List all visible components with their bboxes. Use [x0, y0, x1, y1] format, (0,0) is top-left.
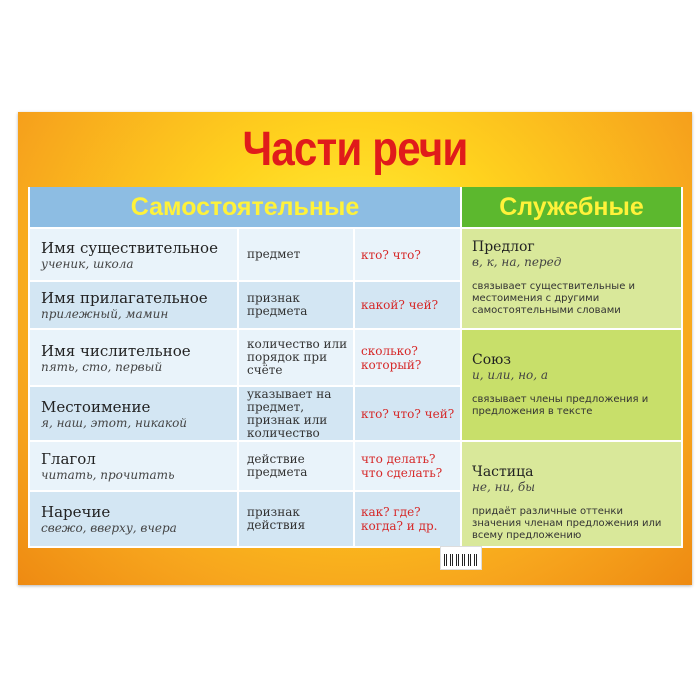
- parts-of-speech-table: [28, 187, 683, 548]
- table-row: [30, 282, 460, 328]
- meaning: указывает на предмет, признак или количество: [247, 386, 332, 440]
- barcode-bar: [464, 554, 465, 566]
- part-name-cell: [30, 282, 237, 328]
- barcode-bar: [444, 554, 445, 566]
- questions-cell: [355, 387, 460, 440]
- questions: как? где? когда? и др.: [361, 505, 438, 533]
- part-name: Местоимение: [41, 397, 151, 416]
- aux-examples: не, ни, бы: [472, 480, 535, 494]
- header-auxiliary: Служебные: [462, 187, 681, 227]
- barcode-bar: [452, 554, 453, 566]
- part-name: Имя числительное: [41, 341, 191, 360]
- part-name: Наречие: [41, 503, 111, 521]
- part-name: Имя прилагательное: [41, 289, 208, 307]
- aux-examples: и, или, но, а: [472, 368, 548, 382]
- meaning: количество или порядок при счёте: [247, 337, 348, 377]
- meaning-cell: [239, 442, 353, 490]
- barcode: [440, 546, 482, 570]
- questions: кто? что?: [361, 247, 421, 262]
- part-name: Глагол: [41, 450, 96, 468]
- part-examples: прилежный, мамин: [41, 307, 169, 321]
- part-examples: я, наш, этот, никакой: [41, 415, 188, 430]
- aux-description: связывает члены предложения и предложения в тексте: [472, 394, 649, 417]
- meaning: предмет: [247, 247, 301, 261]
- meaning-cell: [239, 282, 353, 328]
- barcode-bar: [468, 554, 469, 566]
- questions: кто? что? чей?: [361, 406, 455, 421]
- meaning-cell: [239, 330, 353, 385]
- aux-name: Частица: [472, 464, 534, 480]
- questions: какой? чей?: [361, 298, 439, 312]
- aux-examples: в, к, на, перед: [472, 255, 562, 269]
- barcode-bar: [458, 554, 459, 566]
- poster-title: Части речи: [242, 123, 468, 176]
- questions-cell: [355, 282, 460, 328]
- questions-cell: [355, 442, 460, 490]
- barcode-bar: [450, 554, 451, 566]
- meaning-cell: [239, 387, 353, 440]
- questions-cell: [355, 330, 460, 385]
- part-examples: свежо, вверху, вчера: [41, 521, 177, 535]
- aux-name: Предлог: [472, 239, 535, 255]
- auxiliary-section: [462, 330, 681, 440]
- questions: сколько? который?: [361, 343, 422, 372]
- table-row: [30, 387, 460, 440]
- table-row: [30, 229, 460, 280]
- header-independent: Самостоятельные: [30, 187, 460, 227]
- auxiliary-section: [462, 442, 681, 546]
- meaning: действие предмета: [247, 452, 308, 479]
- part-name-cell: [30, 387, 237, 440]
- questions-cell: [355, 492, 460, 546]
- part-name-cell: [30, 442, 237, 490]
- table-row: [30, 330, 460, 385]
- part-name-cell: [30, 492, 237, 546]
- part-examples: пять, сто, первый: [41, 359, 163, 374]
- questions-cell: [355, 229, 460, 280]
- part-name-cell: [30, 330, 237, 385]
- aux-description: связывает существительные и местоимения с другими самостоятельными словами: [472, 281, 636, 316]
- table-row: [30, 492, 460, 546]
- part-name-cell: [30, 229, 237, 280]
- questions: что делать? что сделать?: [361, 452, 443, 480]
- part-examples: ученик, школа: [41, 256, 134, 271]
- barcode-bar: [474, 554, 475, 566]
- barcode-bar: [456, 554, 457, 566]
- meaning: признак предмета: [247, 291, 308, 318]
- poster: [18, 112, 692, 585]
- part-name: Имя существительное: [41, 238, 218, 257]
- barcode-bar: [470, 554, 471, 566]
- aux-description: придаёт различные оттенки значения членам предложения или всему предложению: [472, 506, 662, 541]
- meaning: признак действия: [247, 505, 306, 532]
- meaning-cell: [239, 229, 353, 280]
- table-row: [30, 442, 460, 490]
- meaning-cell: [239, 492, 353, 546]
- barcode-bar: [462, 554, 463, 566]
- part-examples: читать, прочитать: [41, 468, 175, 482]
- barcode-bar: [476, 554, 477, 566]
- auxiliary-section: [462, 229, 681, 328]
- barcode-bar: [446, 554, 447, 566]
- aux-name: Союз: [472, 352, 511, 368]
